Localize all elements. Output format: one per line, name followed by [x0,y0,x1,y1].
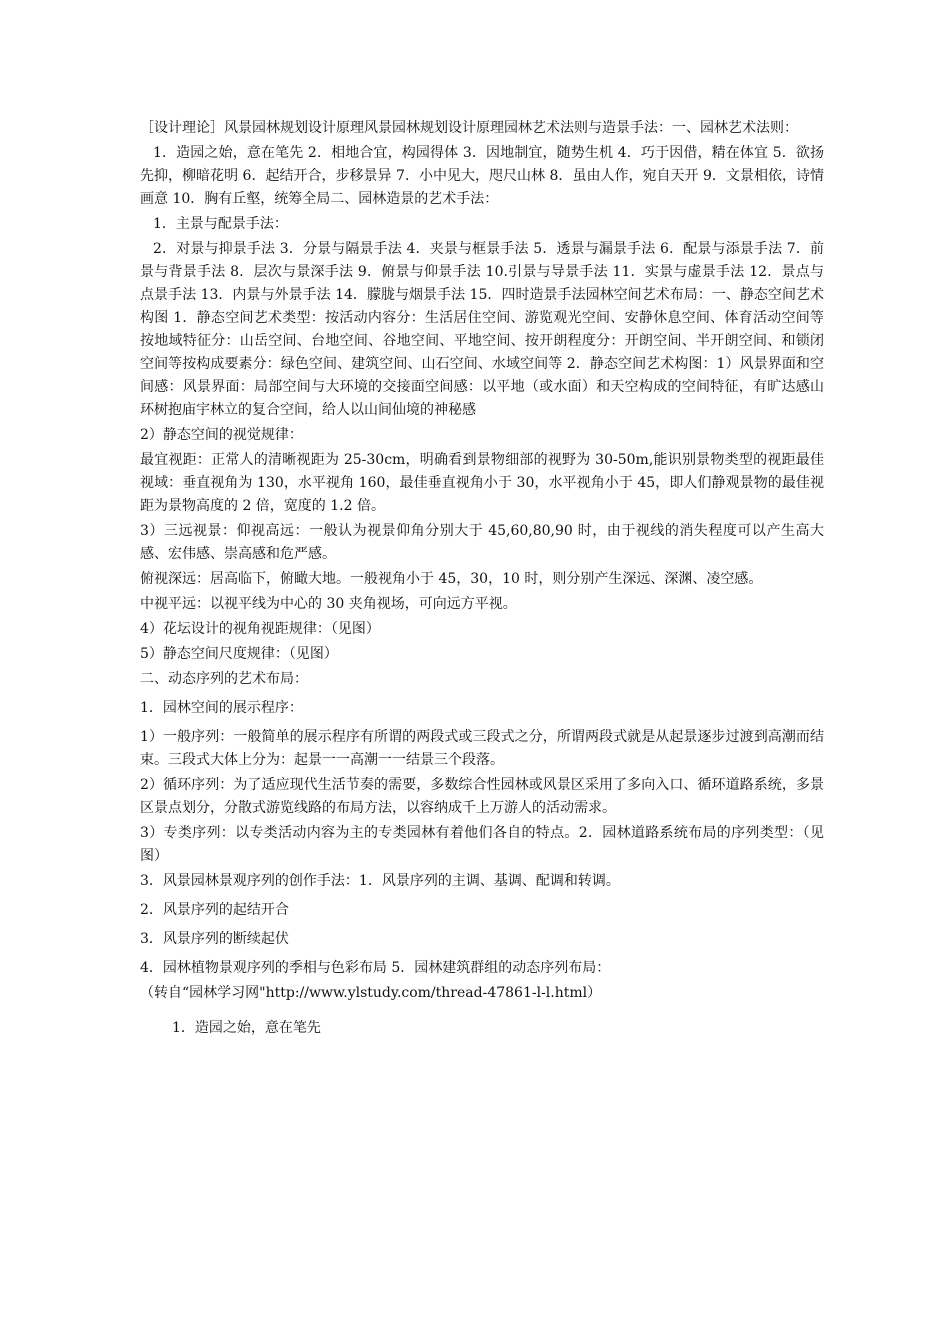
closing-list-item: 1．造园之始，意在笔先 [172,1020,321,1036]
cyclic-sequence-paragraph: 2）循环序列：为了适应现代生活节奏的需要，多数综合性园林或风景区采用了多向入口、循环道路系统，多景区景点划分，分散式游览线路的布局方法，以容纳成千上万游人的活动需求。 [140,777,824,816]
opening-closing-paragraph: 2．风景序列的起结开合 [140,902,289,918]
scenery-techniques-paragraph: 2．对景与抑景手法 3．分景与隔景手法 4．夹景与框景手法 5．透景与漏景手法 6．配景与添景手法 7．前景与背景手法 8．层次与景深手法 9．俯景与仰景手法 10.引景与导景手法 11．实景与虚景手法 12．景点与点景手法 13．内景与外景手法 14．朦胧与烟景手法 15．四时造景手法园林空间艺术布局：一、静态空间艺术构图 1．静态空间艺术类型：按活动内容分：生活居住空间、游览观光空间、安静休息空间、体育活动空间等按地域特征分：山岳空间、台地空间、谷地空间、平地空间、按开朗程度分：开朗空间、半开朗空间、和锁闭空间等按构成要素分：绿色空间、建筑空间、山石空间、水域空间等 2．静态空间艺术构图：1）风景界面和空间感：风景界面：局部空间与大环境的交接面空间感：以平地（或水面）和天空构成的空间特征，有旷达感山环树抱庙宇林立的复合空间，给人以山间仙境的神秘感 [140,241,824,418]
art-principles-list: 1．造园之始，意在笔先 2．相地合宜，构园得体 3．因地制宜，随势生机 4．巧于因借，精在体宜 5．欲扬先抑，柳暗花明 6．起结开合，步移景异 7．小中见大，咫尺山林 8．虽由人作，宛自天开 9．文景相依，诗情画意 10．胸有丘壑，统筹全局二、园林造景的艺术手法： [140,145,824,207]
display-procedure-heading: 1．园林空间的展示程序： [140,700,303,716]
level-view-paragraph: 中视平远：以视平线为中心的 30 夹角视场，可向远方平视。 [140,596,517,612]
scale-rules-paragraph: 5）静态空间尺度规律：（见图） [140,646,338,662]
intro-paragraph: ［设计理论］风景园林规划设计原理风景园林规划设计原理园林艺术法则与造景手法：一、园林艺术法则： [140,120,798,136]
plant-layout-paragraph: 4．园林植物景观序列的季相与色彩布局 5．园林建筑群组的动态序列布局： [140,960,611,976]
visual-rules-heading: 2）静态空间的视觉规律： [140,427,303,443]
document-body [140,117,824,1042]
viewing-distance-paragraph: 最宜视距：正常人的清晰视距为 25-30cm，明确看到景物细部的视野为 30-50m,能识别景物类型的视距最佳视域：垂直视角为 130，水平视角 160，最佳垂直视角小于 30，水平视角小于 45，即人们静观景物的最佳视距为景物高度的 2 倍，宽度的 1.2 倍。 [140,452,824,514]
main-scenery-heading: 1．主景与配景手法： [153,216,288,232]
special-sequence-paragraph: 3）专类序列：以专类活动内容为主的专类园林有着他们各自的特点。2．园林道路系统布局的序列类型：（见图） [140,825,824,864]
dynamic-sequence-heading: 二、动态序列的艺术布局： [140,671,308,687]
creation-methods-paragraph: 3．风景园林景观序列的创作手法：1．风景序列的主调、基调、配调和转调。 [140,873,620,889]
three-distances-paragraph: 3）三远视景：仰视高远：一般认为视景仰角分别大于 45,60,80,90 时，由于视线的消失程度可以产生高大感、宏伟感、崇高感和危严感。 [140,523,824,562]
general-sequence-paragraph: 1）一般序列：一般简单的展示程序有所谓的两段式或三段式之分，所谓两段式就是从起景逐步过渡到高潮而结束。三段式大体上分为：起景一一高潮一一结景三个段落。 [140,729,824,768]
overlook-paragraph: 俯视深远：居高临下，俯瞰大地。一般视角小于 45，30，10 时，则分别产生深远、深渊、凌空感。 [140,571,763,587]
flowerbed-rules-paragraph: 4）花坛设计的视角视距规律：（见图） [140,621,380,637]
rise-fall-paragraph: 3．风景序列的断续起伏 [140,931,289,947]
source-note: （转自“园林学习网"http://www.ylstudy.com/thread-47861-l-l.html） [140,985,602,1001]
